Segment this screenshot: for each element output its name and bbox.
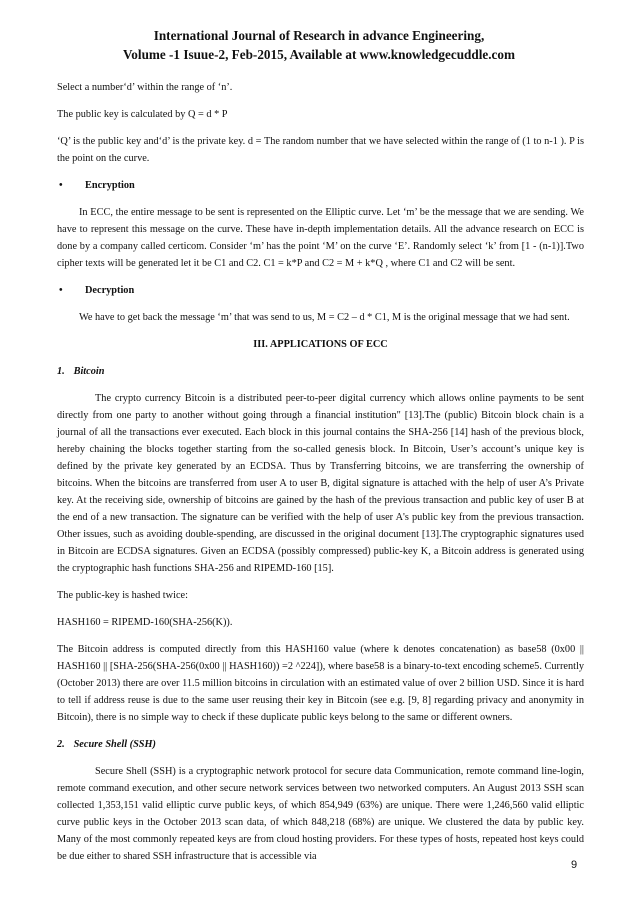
subsection-title: Secure Shell (SSH)	[73, 739, 156, 750]
bullet-icon: •	[59, 180, 63, 191]
bullet-icon: •	[59, 285, 63, 296]
page-body	[57, 79, 584, 875]
paragraph-encryption: In ECC, the entire message to be sent is represented on the Elliptic curve. Let ‘m’ be the message that we are sending. We have to represent this message on the curve. These have in-depth implementation details. All the advance research on ECC is done by a company called certicom. Consider ‘m’ has the point ‘M’ on the curve ‘E’. Randomly select ‘k’ from [1 - (n-1)].Two cipher texts will be generated let it be C1 and C2. C1 = k*P and C2 = M + k*Q , where C1 and C2 will be sent.	[57, 207, 584, 269]
header-line-1: International Journal of Research in advance Engineering,	[153, 28, 485, 43]
paragraph-ssh: Secure Shell (SSH) is a cryptographic network protocol for secure data Communication, remote command line-login, remote command execution, and other secure network services between two networked computers. An August 2013 SSH scan collected 1,353,151 valid elliptic curve public keys, of which 854,949 (63%) are unique. There were 1,246,560 valid elliptic curve public keys in the October 2013 scan data, of which 848,218 (68%) are unique. We clustered the data by public key. Many of the most commonly repeated keys are from cloud hosting providers. For these types of hosts, repeated host keys could be due either to shared SSH infrastructure that is accessible via	[57, 766, 584, 862]
bullet-decryption	[57, 282, 584, 299]
page-number: 9	[571, 859, 578, 871]
paragraph-key-definitions: ‘Q’ is the public key and‘d’ is the private key. d = The random number that we have selected within the range of (1 to n-1 ). P is the point on the curve.	[57, 136, 584, 164]
subsection-number: 1.	[57, 366, 65, 377]
subsection-title: Bitcoin	[73, 366, 105, 377]
paragraph-hashed-twice: The public-key is hashed twice:	[57, 590, 188, 601]
journal-header	[0, 26, 638, 64]
subsection-ssh-heading	[57, 736, 584, 753]
section-heading: III. APPLICATIONS OF ECC	[253, 339, 388, 350]
paragraph-hash160-formula: HASH160 = RIPEMD-160(SHA-256(K)).	[57, 617, 233, 628]
subsection-bitcoin-heading	[57, 363, 584, 380]
bullet-encryption-label: Encryption	[85, 180, 135, 191]
paragraph-select-d: Select a number‘d’ within the range of ‘n’.	[57, 82, 233, 93]
bullet-decryption-label: Decryption	[85, 285, 135, 296]
paragraph-bitcoin-address: The Bitcoin address is computed directly from this HASH160 value (where k denotes concatenation) as base58 (0x00 || HASH160 || [SHA-256(SHA-256(0x00 || HASH160)) =2 ^224]), where base58 is a binary-to-text encoding scheme5. Currently (October 2013) there are over 11.5 million bitcoins in circulation with an estimated value of over 2 billion USD. Since it is hard to tell if address reuse is due to the same user reusing their key in Bitcoin (see e.g. [9, 8] regarding privacy and anonymity in Bitcoin), there is no simple way to check if these duplicate public keys belong to the same or different owners.	[57, 644, 584, 723]
paragraph-public-key: The public key is calculated by Q = d * P	[57, 109, 228, 120]
paragraph-bitcoin: The crypto currency Bitcoin is a distributed peer-to-peer digital currency which allows online payments to be sent directly from one party to another without going through a financial institution" [13].The (public) Bitcoin block chain is a journal of all the transactions ever executed. Each block in this journal contains the SHA-256 [14] hash of the previous block, hereby chaining the blocks together starting from the so-called genesis block. In Bitcoin, User’s account’s unique key is defined by the private key generated by an ECDSA. Thus by Transferring bitcoins, we are transferring the ownership of bitcoins. When the bitcoins are transferred from user A to user B, digital signature is attached with the help of user A’s Private key. At the receiving side, ownership of bitcoins are gained by the hash of the previous transaction and public key of user B at the end of a new transaction. The signature can be verified with the help of user A's public key from the previous transaction. Other issues, such as avoiding double-spending, are discussed in the original document [13].The cryptographic signatures used in Bitcoin are ECDSA signatures. Given an ECDSA (possibly compressed) public-key K, a Bitcoin address is generated using the cryptographic hash functions SHA-256 and RIPEMD-160 [15].	[57, 393, 584, 574]
header-line-2: Volume -1 Isuue-2, Feb-2015, Available at www.knowledgecuddle.com	[123, 47, 515, 62]
subsection-number: 2.	[57, 739, 65, 750]
bullet-encryption	[57, 177, 584, 194]
paragraph-decryption: We have to get back the message ‘m’ that was send to us, M = C2 – d * C1, M is the original message that we had sent.	[79, 312, 570, 323]
